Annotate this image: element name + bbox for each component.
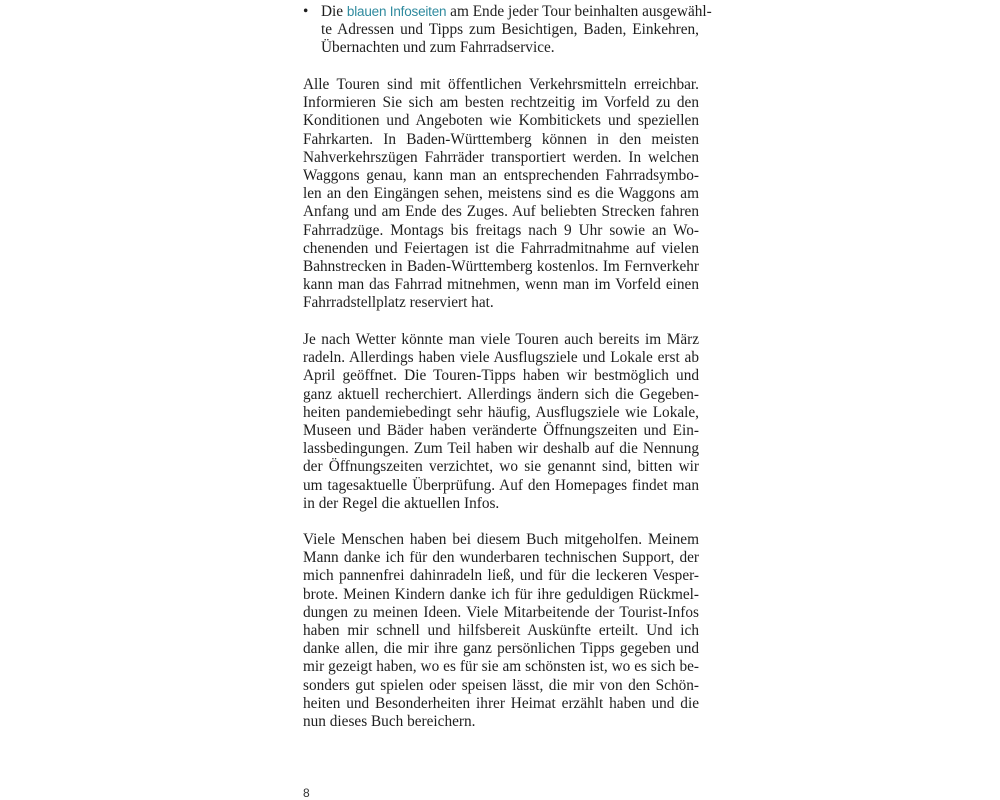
paragraph-line: danke allen, die mir ihre ganz persönlichen Tipps gegeben und — [303, 640, 699, 658]
paragraph-season-info — [303, 331, 699, 513]
paragraph-line: Konditionen und Angeboten wie Kombitickets und speziellen — [303, 112, 699, 130]
bullet-marker: • — [303, 3, 309, 20]
paragraph-line: April geöffnet. Die Touren-Tipps haben wir bestmöglich und — [303, 367, 699, 385]
bullet-text-line-3: Übernachten und zum Fahrradservice. — [321, 39, 555, 57]
paragraph-transport — [303, 76, 699, 313]
paragraph-line: ganz aktuell recherchiert. Allerdings ändern sich die Gegeben- — [303, 385, 699, 403]
bullet-item-infoseiten — [303, 3, 712, 58]
bullet-text-start: Die — [321, 3, 347, 20]
paragraph-line: Waggons genau, kann man an entsprechenden Fahrradsymbo- — [303, 167, 699, 185]
paragraph-line: Fahrradstellplatz reserviert hat. — [303, 294, 494, 312]
info-bullet-list — [303, 3, 712, 58]
paragraph-line: Je nach Wetter könnte man viele Touren auch bereits im März — [303, 331, 699, 348]
paragraph-line: um tagesaktuelle Überprüfung. Auf den Homepages findet man — [303, 476, 699, 494]
paragraph-line: len an den Eingängen sehen, meistens sind es die Waggons am — [303, 185, 699, 203]
paragraph-line: dungen zu meinen Ideen. Viele Mitarbeitende der Tourist-Infos — [303, 603, 699, 621]
paragraph-line: sonders gut spielen oder speisen lässt, die mir von den Schön- — [303, 676, 699, 694]
paragraph-line: Alle Touren sind mit öffentlichen Verkehrsmitteln erreichbar. — [303, 76, 699, 93]
paragraph-acknowledgements — [303, 531, 699, 731]
paragraph-line: nun dieses Buch bereichern. — [303, 713, 476, 731]
paragraph-line: radeln. Allerdings haben viele Ausflugsziele und Lokale erst ab — [303, 349, 699, 367]
blue-infoseiten-highlight: blauen Infoseiten — [346, 4, 447, 19]
paragraph-line: Fahrradzüge. Montags bis freitags nach 9 Uhr sowie an Wo- — [303, 221, 699, 239]
page-number: 8 — [303, 786, 310, 800]
bullet-text-line-2: te Adressen und Tipps zum Besichtigen, Baden, Einkehren, — [321, 21, 699, 39]
paragraph-line: haben mir schnell und hilfsbereit Auskünfte erteilt. Und ich — [303, 622, 699, 640]
paragraph-line: mich pannenfrei dahinradeln ließ, und für die leckeren Vesper- — [303, 567, 699, 585]
paragraph-line: Mann danke ich für den wunderbaren technischen Support, der — [303, 549, 699, 567]
bullet-text-line-1: am Ende jeder Tour beinhalten ausgewähl- — [446, 3, 712, 20]
paragraph-line: Nahverkehrszügen Fahrräder transportiert werden. In welchen — [303, 148, 699, 166]
book-page — [303, 0, 712, 800]
paragraph-line: heiten und Besonderheiten ihrer Heimat erzählt haben und die — [303, 694, 699, 712]
paragraph-line: kann man das Fahrrad mitnehmen, wenn man im Vorfeld einen — [303, 276, 699, 294]
paragraph-line: Viele Menschen haben bei diesem Buch mitgeholfen. Meinem — [303, 531, 699, 548]
paragraph-line: heiten pandemiebedingt sehr häufig, Ausflugsziele wie Lokale, — [303, 403, 699, 421]
paragraph-line: mir gezeigt haben, wo es für sie am schönsten ist, wo es sich be- — [303, 658, 699, 676]
paragraph-line: Informieren Sie sich am besten rechtzeitig im Vorfeld zu den — [303, 94, 699, 112]
paragraph-line: brote. Meinen Kindern danke ich für ihre geduldigen Rückmel- — [303, 585, 699, 603]
paragraph-line: lassbedingungen. Zum Teil haben wir deshalb auf die Nennung — [303, 440, 699, 458]
paragraph-line: Bahnstrecken in Baden-Württemberg kostenlos. Im Fernverkehr — [303, 258, 699, 276]
paragraph-line: Museen und Bäder haben veränderte Öffnungszeiten und Ein- — [303, 422, 699, 440]
paragraph-line: Fahrkarten. In Baden-Württemberg können in den meisten — [303, 130, 699, 148]
paragraph-line: in der Regel die aktuellen Infos. — [303, 494, 500, 512]
paragraph-line: Anfang und am Ende des Zuges. Auf beliebten Strecken fahren — [303, 203, 699, 221]
paragraph-line: der Öffnungszeiten verzichtet, wo sie genannt sind, bitten wir — [303, 458, 699, 476]
paragraph-line: chenenden und Feiertagen ist die Fahrradmitnahme auf vielen — [303, 239, 699, 257]
